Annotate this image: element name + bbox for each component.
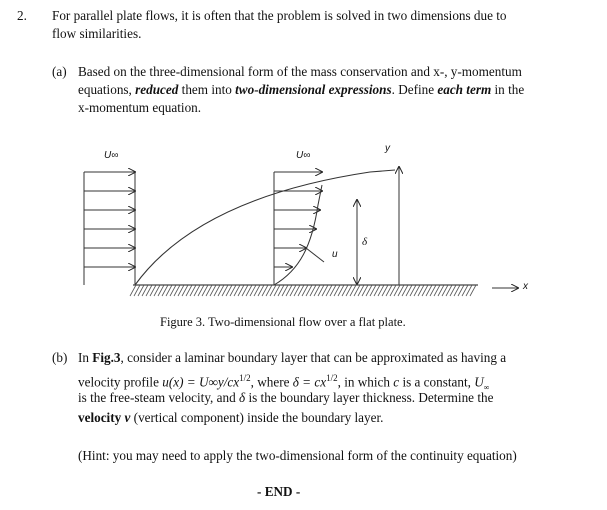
part-a-l2-post: in the: [491, 82, 525, 97]
uniform-profile-left: [84, 172, 135, 285]
part-a-two-dim: two-dimensional expressions: [235, 82, 392, 97]
delta-label: δ: [362, 236, 368, 248]
velocity-profile-right: [274, 172, 324, 285]
part-a-l2-pre: equations,: [78, 82, 136, 97]
part-a-l2-mid2: . Define: [391, 82, 438, 97]
hint-text: (Hint: you may need to apply the two-dimensional form of the continuity equation): [78, 448, 517, 463]
part-b-line3: [78, 389, 493, 407]
part-b-label: (b): [52, 350, 68, 365]
part-a-label: (a): [52, 64, 67, 79]
part-a-l2-mid: them into: [178, 82, 236, 97]
end-marker: - END -: [257, 484, 301, 499]
figure-caption: Figure 3. Two-dimensional flow over a flat plate.: [160, 315, 406, 329]
x-axis-label: x: [523, 281, 528, 292]
part-b-l4-post: (vertical component) inside the boundary layer.: [130, 410, 384, 425]
part-b-l2-mid: , where: [250, 374, 293, 390]
part-a-line1: Based on the three-dimensional form of the mass conservation and x-, y-momentum: [78, 64, 522, 79]
part-b-line4: [78, 409, 383, 427]
delta-symbol: δ: [239, 390, 246, 405]
part-b-line1: [78, 349, 506, 367]
part-a-line3: x-momentum equation.: [78, 100, 202, 115]
question-intro-line2: flow similarities.: [52, 26, 142, 41]
boundary-layer-edge: [135, 170, 395, 285]
part-b-l3-pre: is the free-steam velocity, and: [78, 390, 239, 405]
question-intro-line1: For parallel plate flows, it is often that the problem is solved in two dimensions due to: [52, 8, 507, 23]
delta-exp: 1/2: [326, 373, 338, 383]
part-b-l1-post: , consider a laminar boundary layer that can be approximated as having a: [120, 350, 507, 365]
c-symbol: c: [393, 374, 400, 390]
velocity-profile-eq: u(x) = U∞y/cx: [162, 374, 240, 390]
part-b-l2-mid2: , in which: [337, 374, 394, 390]
v-symbol: v: [124, 410, 131, 425]
part-a-reduced: reduced: [135, 82, 179, 97]
delta-eq: δ = cx: [292, 374, 327, 390]
flat-plate: [130, 285, 478, 296]
question-number: 2.: [17, 8, 27, 23]
u-symbol: U: [474, 374, 484, 390]
part-b-l1-pre: In: [78, 350, 93, 365]
part-b-l2-pre: velocity profile: [78, 374, 163, 390]
part-a-each-term: each term: [437, 82, 492, 97]
u-inf-right-label: U∞: [296, 150, 311, 161]
u-inf-subscript: ∞: [483, 383, 490, 393]
part-b-fig-ref: Fig.3: [92, 350, 121, 365]
u-label: u: [332, 249, 338, 260]
velocity-profile-exp: 1/2: [239, 373, 251, 383]
velocity-word: velocity: [78, 410, 125, 425]
u-inf-left-label: U∞: [104, 150, 119, 161]
part-b-l3-post: is the boundary layer thickness. Determine the: [245, 390, 494, 405]
y-axis-label: y: [385, 143, 390, 154]
part-b-l2-mid3: is a constant,: [399, 374, 475, 390]
